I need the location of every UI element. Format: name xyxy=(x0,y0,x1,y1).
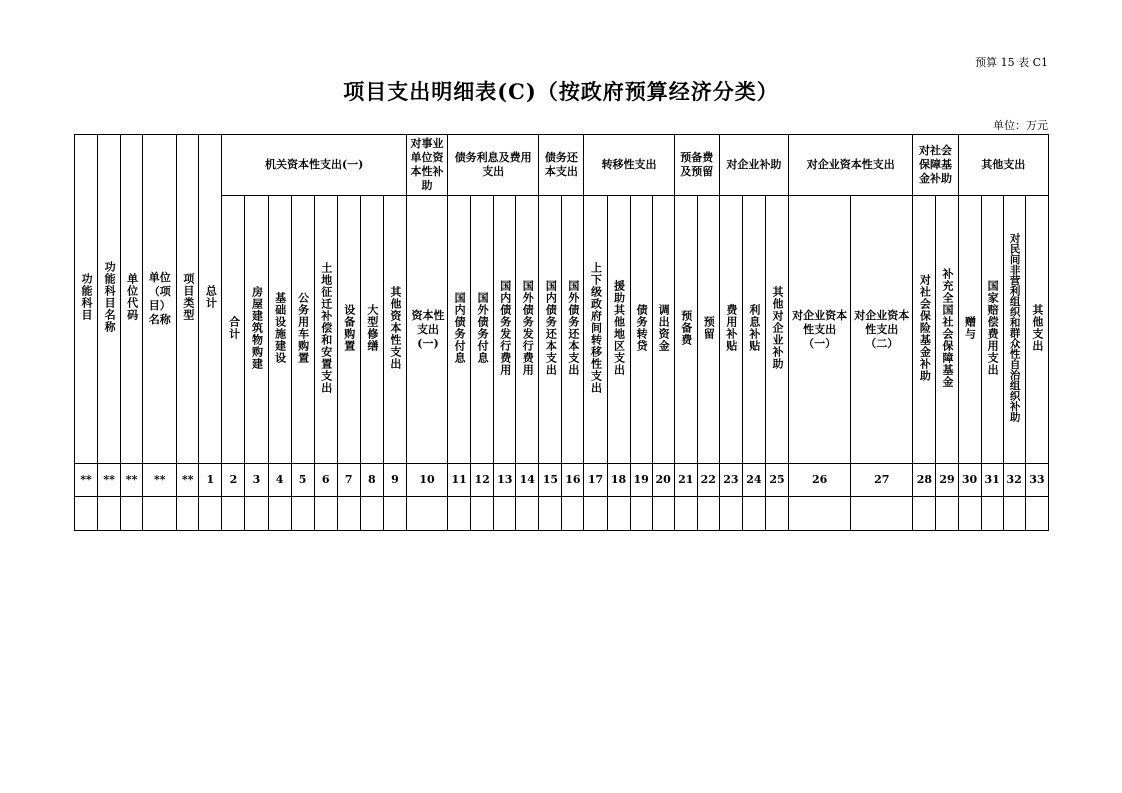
empty-cell xyxy=(245,497,268,531)
empty-cell xyxy=(360,497,383,531)
sub-header-27: 对企业资本性支出（二） xyxy=(851,196,913,464)
column-number: 2 xyxy=(222,464,245,497)
column-number: 31 xyxy=(981,464,1003,497)
column-number: 3 xyxy=(245,464,268,497)
sub-header-11: 国内债务付息 xyxy=(448,196,471,464)
empty-cell xyxy=(652,497,674,531)
empty-cell xyxy=(1025,497,1048,531)
group-header-shiye: 对事业单位资本性补助 xyxy=(406,135,447,196)
empty-cell xyxy=(291,497,314,531)
column-number: 9 xyxy=(383,464,406,497)
sub-header-33: 其他支出 xyxy=(1025,196,1048,464)
group-header-reserve: 预备费及预留 xyxy=(674,135,719,196)
sub-header-13: 国内债务发行费用 xyxy=(494,196,516,464)
column-number: 14 xyxy=(516,464,539,497)
col-header-unit-name: 单位（项目）名称 xyxy=(143,135,177,464)
sub-header-28: 对社会保险基金补助 xyxy=(913,196,936,464)
column-number: 22 xyxy=(697,464,719,497)
page-title: 项目支出明细表(C)（按政府预算经济分类） xyxy=(343,79,779,104)
sub-header-5: 公务用车购置 xyxy=(291,196,314,464)
empty-cell xyxy=(314,497,337,531)
column-number: 8 xyxy=(360,464,383,497)
sub-header-15: 国内债务还本支出 xyxy=(539,196,562,464)
column-number: 12 xyxy=(471,464,494,497)
column-number: 4 xyxy=(268,464,291,497)
group-header-jiguan: 机关资本性支出(一) xyxy=(222,135,407,196)
empty-cell xyxy=(789,497,851,531)
sub-header-29: 补充全国社会保障基金 xyxy=(936,196,958,464)
empty-cell xyxy=(516,497,539,531)
sub-header-19: 债务转贷 xyxy=(630,196,652,464)
sub-header-30: 赠与 xyxy=(958,196,981,464)
column-number: 23 xyxy=(719,464,742,497)
column-number: 18 xyxy=(607,464,630,497)
code-marker: ** xyxy=(98,464,121,497)
sub-header-32: 对民间非营利组织和群众性自治组织补助 xyxy=(1003,196,1025,464)
sub-header-3: 房屋建筑物购建 xyxy=(245,196,268,464)
empty-cell xyxy=(851,497,913,531)
empty-cell xyxy=(630,497,652,531)
empty-cell xyxy=(981,497,1003,531)
sub-header-26: 对企业资本性支出（一） xyxy=(789,196,851,464)
column-number: 6 xyxy=(314,464,337,497)
sub-header-2: 合计 xyxy=(222,196,245,464)
empty-cell xyxy=(268,497,291,531)
empty-cell xyxy=(337,497,360,531)
column-number: 28 xyxy=(913,464,936,497)
col-header-unit-code: 单位代码 xyxy=(121,135,143,464)
sub-header-10: 资本性支出(一) xyxy=(406,196,447,464)
sub-header-4: 基础设施建设 xyxy=(268,196,291,464)
group-header-debt-interest: 债务利息及费用支出 xyxy=(448,135,539,196)
sub-header-16: 国外债务还本支出 xyxy=(562,196,584,464)
code-marker: ** xyxy=(177,464,199,497)
column-number: 7 xyxy=(337,464,360,497)
expenditure-table xyxy=(74,134,1049,531)
empty-cell xyxy=(222,497,245,531)
column-number: 15 xyxy=(539,464,562,497)
column-number: 10 xyxy=(406,464,447,497)
group-header-debt-principal: 债务还本支出 xyxy=(539,135,584,196)
code-marker: ** xyxy=(121,464,143,497)
sub-header-6: 土地征迁补偿和安置支出 xyxy=(314,196,337,464)
column-number: 24 xyxy=(742,464,765,497)
empty-cell xyxy=(383,497,406,531)
header-row-1 xyxy=(75,135,1049,196)
sub-header-7: 设备购置 xyxy=(337,196,360,464)
column-number: 21 xyxy=(674,464,697,497)
group-header-other: 其他支出 xyxy=(958,135,1048,196)
empty-cell xyxy=(494,497,516,531)
sub-header-22: 预留 xyxy=(697,196,719,464)
code-marker: ** xyxy=(75,464,98,497)
empty-cell xyxy=(936,497,958,531)
group-header-social-security: 对社会保障基金补助 xyxy=(913,135,958,196)
code-marker: ** xyxy=(143,464,177,497)
empty-cell xyxy=(607,497,630,531)
empty-cell xyxy=(674,497,697,531)
empty-cell xyxy=(406,497,447,531)
col-header-total: 总计 xyxy=(199,135,222,464)
empty-cell xyxy=(1003,497,1025,531)
sub-header-12: 国外债务付息 xyxy=(471,196,494,464)
table-row xyxy=(75,497,1049,531)
group-header-enterprise-capital: 对企业资本性支出 xyxy=(789,135,913,196)
empty-cell xyxy=(697,497,719,531)
empty-cell xyxy=(199,497,222,531)
column-number: 27 xyxy=(851,464,913,497)
sub-header-17: 上下级政府间转移性支出 xyxy=(584,196,607,464)
sub-header-25: 其他对企业补助 xyxy=(765,196,788,464)
empty-cell xyxy=(75,497,98,531)
column-number: 25 xyxy=(765,464,788,497)
column-number: 1 xyxy=(199,464,222,497)
col-header-function-code: 功能科目 xyxy=(75,135,98,464)
empty-cell xyxy=(958,497,981,531)
empty-cell xyxy=(584,497,607,531)
column-number: 17 xyxy=(584,464,607,497)
empty-cell xyxy=(471,497,494,531)
empty-cell xyxy=(765,497,788,531)
sub-header-20: 调出资金 xyxy=(652,196,674,464)
column-number: 19 xyxy=(630,464,652,497)
empty-cell xyxy=(98,497,121,531)
column-number: 20 xyxy=(652,464,674,497)
empty-cell xyxy=(177,497,199,531)
sub-header-8: 大型修缮 xyxy=(360,196,383,464)
col-header-project-type: 项目类型 xyxy=(177,135,199,464)
empty-cell xyxy=(121,497,143,531)
empty-cell xyxy=(719,497,742,531)
unit-label: 单位：万元 xyxy=(993,119,1048,132)
col-header-function-name: 功能科目名称 xyxy=(98,135,121,464)
empty-cell xyxy=(143,497,177,531)
sub-header-18: 援助其他地区支出 xyxy=(607,196,630,464)
column-number: 30 xyxy=(958,464,981,497)
sub-header-23: 费用补贴 xyxy=(719,196,742,464)
column-number: 26 xyxy=(789,464,851,497)
column-number: 33 xyxy=(1025,464,1048,497)
sub-header-9: 其他资本性支出 xyxy=(383,196,406,464)
sub-header-24: 利息补贴 xyxy=(742,196,765,464)
column-number-row xyxy=(75,464,1049,497)
empty-cell xyxy=(742,497,765,531)
empty-cell xyxy=(913,497,936,531)
sub-header-14: 国外债务发行费用 xyxy=(516,196,539,464)
empty-cell xyxy=(448,497,471,531)
column-number: 32 xyxy=(1003,464,1025,497)
form-code: 预算 15 表 C1 xyxy=(975,56,1048,69)
column-number: 13 xyxy=(494,464,516,497)
empty-cell xyxy=(562,497,584,531)
column-number: 5 xyxy=(291,464,314,497)
column-number: 11 xyxy=(448,464,471,497)
column-number: 16 xyxy=(562,464,584,497)
empty-cell xyxy=(539,497,562,531)
column-number: 29 xyxy=(936,464,958,497)
group-header-enterprise-subsidy: 对企业补助 xyxy=(719,135,788,196)
sub-header-21: 预备费 xyxy=(674,196,697,464)
group-header-transfer: 转移性支出 xyxy=(584,135,674,196)
sub-header-31: 国家赔偿费用支出 xyxy=(981,196,1003,464)
